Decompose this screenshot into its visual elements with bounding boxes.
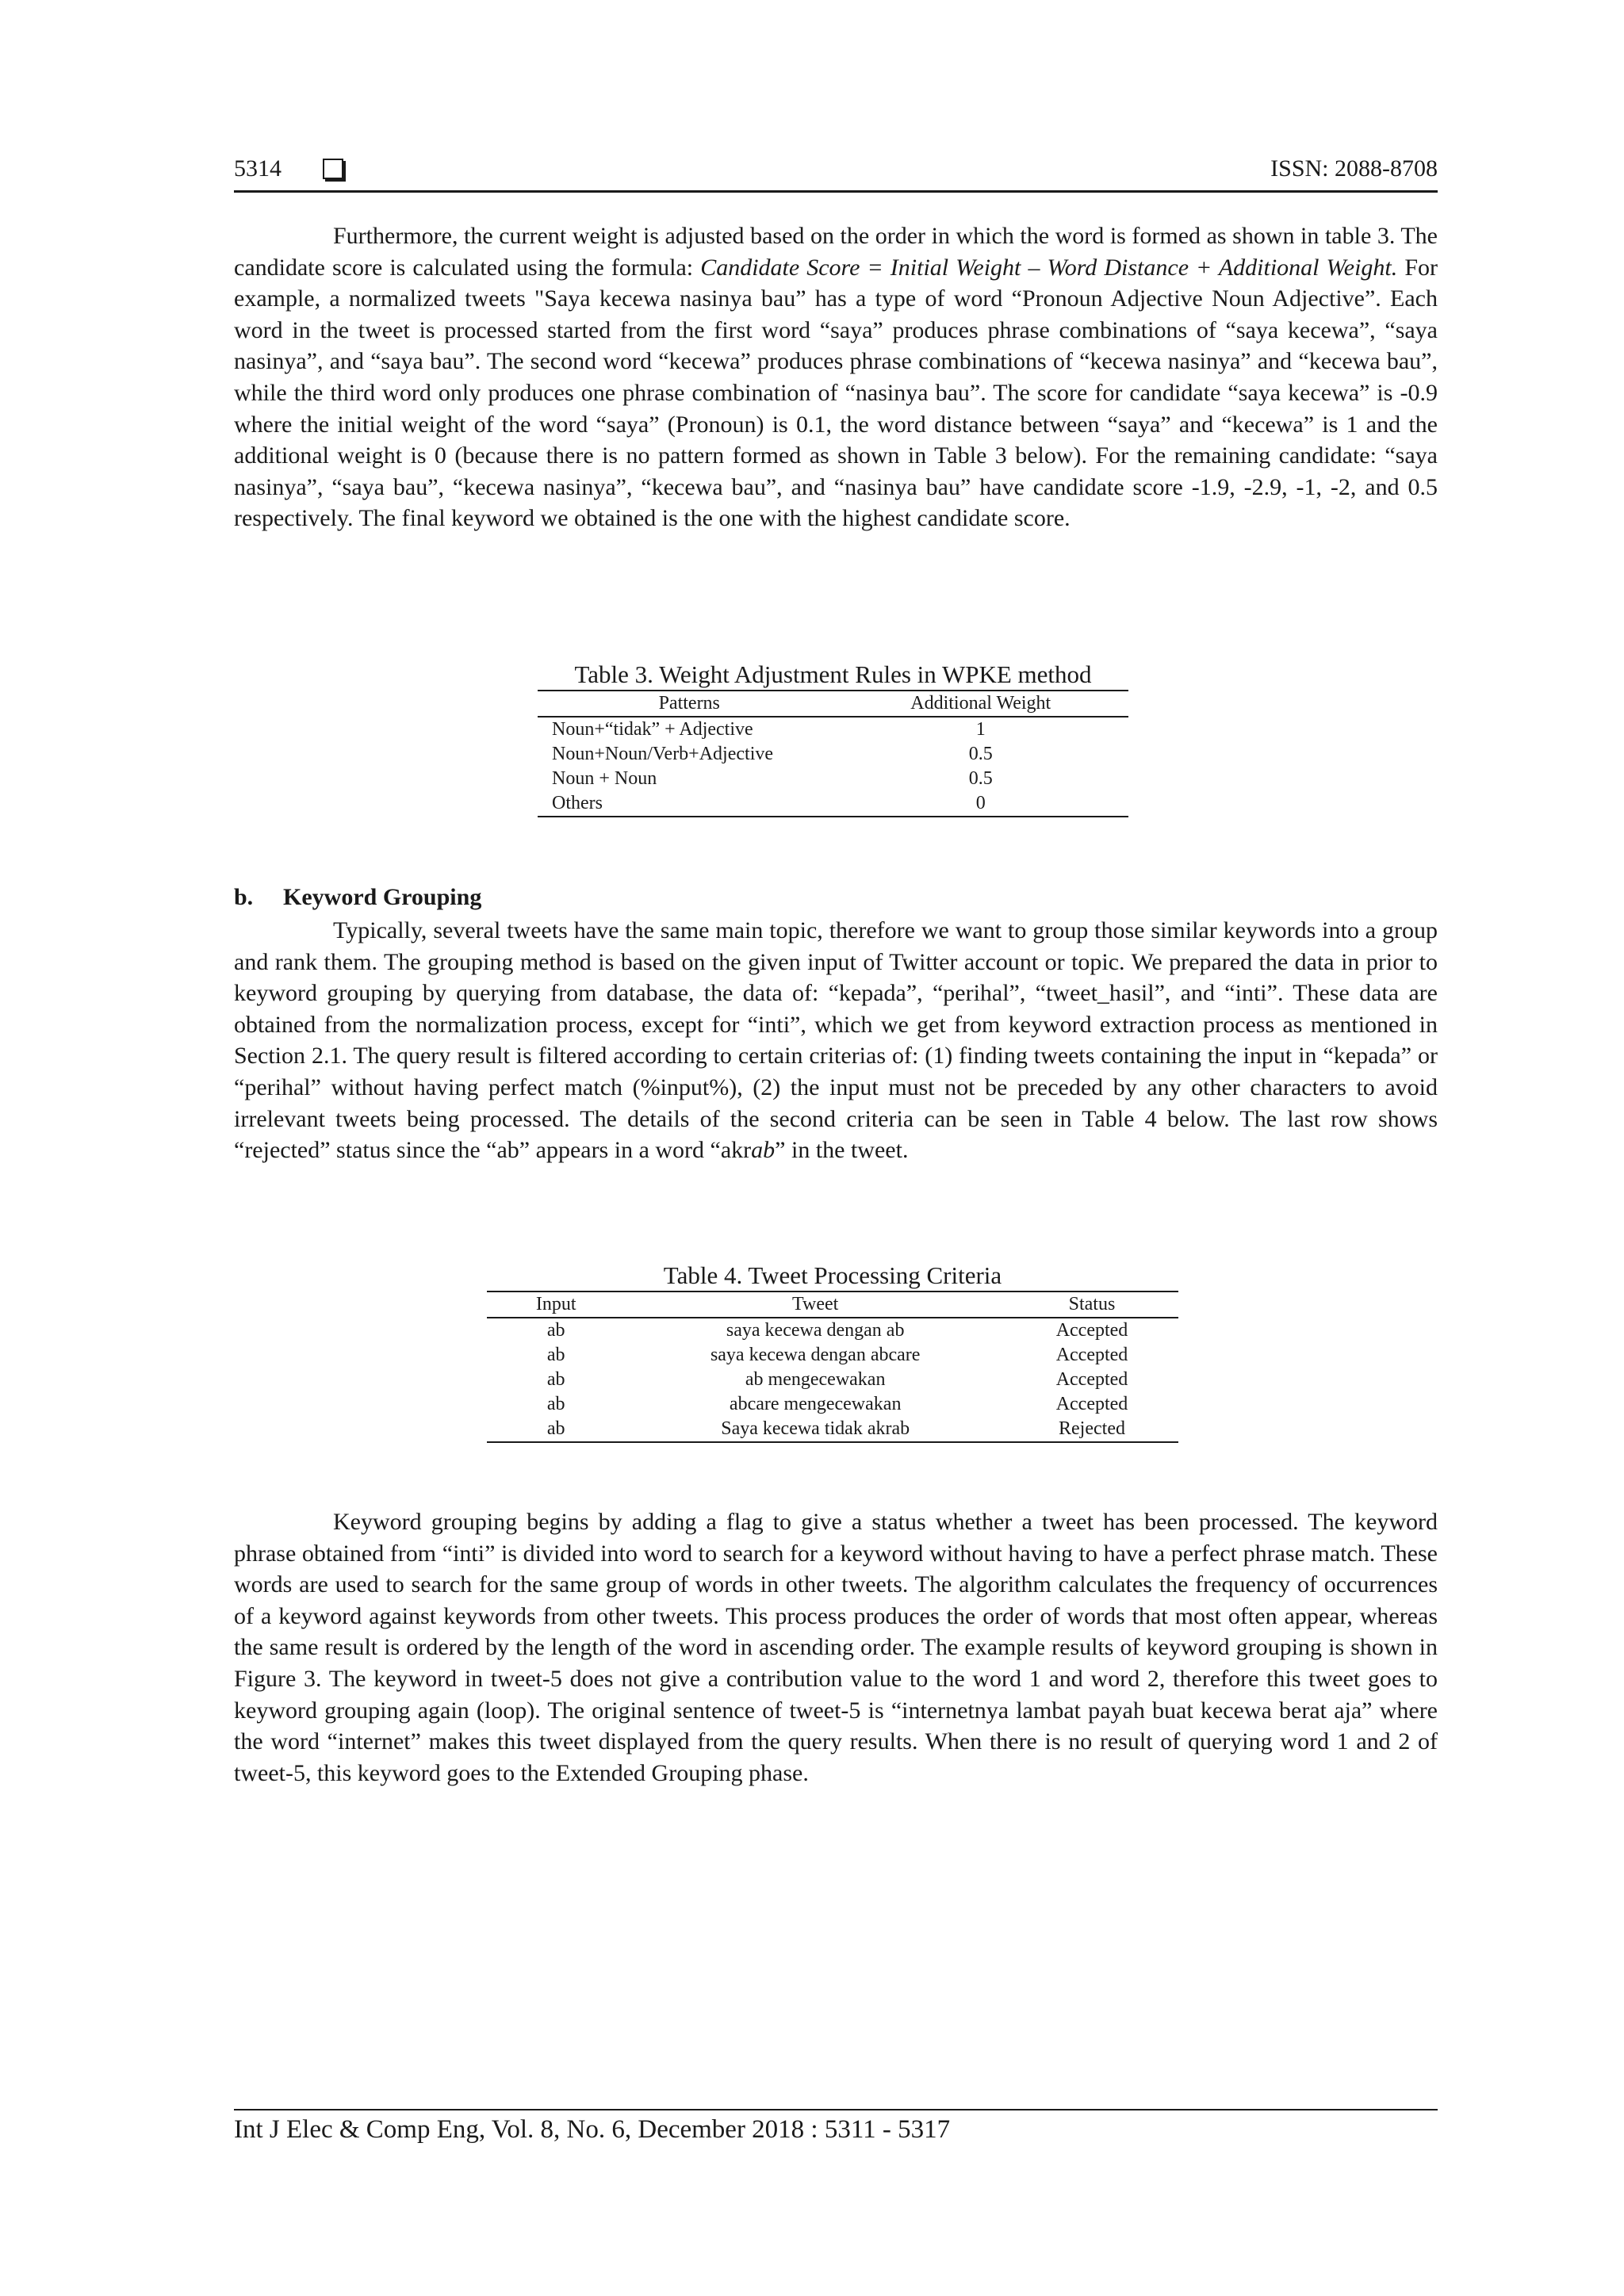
table-row <box>538 767 1128 791</box>
table-cell: ab mengecewakan <box>745 1369 886 1390</box>
section-heading <box>234 884 481 911</box>
column-header: Additional Weight <box>833 691 1129 717</box>
section-title-text: Keyword Grouping <box>283 884 482 910</box>
table-header-row <box>487 1292 1178 1318</box>
table-cell: 1 <box>975 719 986 740</box>
table-tweet-processing <box>487 1261 1178 1443</box>
table-cell: ab <box>487 1417 625 1442</box>
table-cell: Noun+“tidak” + Adjective <box>552 719 753 740</box>
paragraph-grouping-process: Keyword grouping begins by adding a flag to give a status whether a tweet has been processed. The keyword phrase obtained from “inti” is divided into word to search for a keyword without having to have a perfect phrase match. These words are used to search for the same group of words in other tweets. The algorithm calculates the frequency of occurrences of a keyword against keywords from other tweets. This process produces the order of words that most often appear, whereas the same result is ordered by the length of the word in ascending order. The example results of keyword grouping is shown in Figure 3. The keyword in tweet-5 does not give a contribution value to the word 1 and word 2, therefore this tweet goes to keyword grouping again (loop). The original sentence of tweet-5 is “internetnya lambat payah buat kecewa berat aja” where the word “internet” makes this tweet displayed from the query results. When there is no result of querying word 1 and 2 of tweet-5, this keyword goes to the Extended Grouping phase. <box>234 1509 1438 1786</box>
table-cell: ab <box>546 1369 565 1390</box>
table-cell: ab <box>546 1320 565 1341</box>
table-caption: Table 3. Weight Adjustment Rules in WPKE method <box>574 660 1092 688</box>
table-row <box>487 1343 1178 1368</box>
column-header: Input <box>487 1292 625 1318</box>
table-weight-adjustment <box>538 660 1128 817</box>
section-letter: b. <box>234 884 254 910</box>
table-cell: saya kecewa dengan abcare <box>710 1345 921 1365</box>
column-header: Patterns <box>538 691 833 717</box>
issn-label: ISSN: 2088-8708 <box>1270 155 1438 182</box>
table-row <box>487 1318 1178 1343</box>
paragraph-keyword-grouping <box>234 915 1438 1166</box>
table-row <box>538 717 1128 742</box>
table-cell: Saya kecewa tidak akrab <box>625 1417 1005 1442</box>
table-caption: Table 4. Tweet Processing Criteria <box>663 1261 1002 1289</box>
column-header: Status <box>1005 1292 1178 1318</box>
table-row <box>487 1368 1178 1392</box>
column-header: Tweet <box>625 1292 1005 1318</box>
italic-text: ab <box>751 1137 776 1164</box>
table-header-row <box>538 691 1128 717</box>
paragraph-text: ” in the tweet. <box>775 1137 909 1164</box>
table-cell: Accepted <box>1055 1369 1128 1390</box>
table-cell: 0.5 <box>968 768 993 789</box>
table-cell: Accepted <box>1055 1320 1128 1341</box>
page-header <box>234 155 1438 193</box>
table-cell: ab <box>546 1345 565 1365</box>
page-footer: Int J Elec & Comp Eng, Vol. 8, No. 6, December 2018 : 5311 - 5317 <box>234 2109 1438 2145</box>
paragraph-text: Furthermore, the current weight is adjusted based on the order in which the word is formed as shown in table 3. The candidate score is calculated using the formula: <box>234 223 1438 281</box>
table-cell: Noun+Noun/Verb+Adjective <box>552 744 774 764</box>
table-cell: saya kecewa dengan ab <box>726 1320 905 1341</box>
table-row <box>538 742 1128 767</box>
paragraph-text: Typically, several tweets have the same main topic, therefore we want to group those similar keywords into a group and rank them. The grouping method is based on the given input of Twitter account or topic. We prepared the data in prior to keyword grouping by querying from database, the data of: “kepada”, “perihal”, “tweet_hasil”, and “inti”. These data are obtained from the normalization process, except for “inti”, which we get from keyword extraction process as mentioned in Section 2.1. The query result is filtered according to certain criterias of: (1) finding tweets containing the input in “kepada” or “perihal” without having perfect match (%input%), (2) the input must not be preceded by any other characters to avoid irrelevant tweets being processed. The details of the second criteria can be seen in Table 4 below. The last row shows “rejected” status since the “ab” appears in a word “akr <box>234 917 1438 1164</box>
table-row <box>487 1417 1178 1442</box>
table-cell: Rejected <box>1005 1417 1178 1442</box>
table-row <box>487 1392 1178 1417</box>
table-cell: 0.5 <box>968 744 993 764</box>
table-cell: Accepted <box>1055 1345 1128 1365</box>
page-number: 5314 <box>234 155 282 182</box>
table-cell: Accepted <box>1055 1394 1128 1414</box>
table-cell: Others <box>538 791 833 817</box>
table-row <box>538 791 1128 817</box>
table-cell: abcare mengecewakan <box>729 1394 902 1414</box>
paragraph-candidate-score <box>234 220 1438 534</box>
table-cell: 0 <box>833 791 1129 817</box>
paragraph-text: For example, a normalized tweets "Saya kecewa nasinya bau” has a type of word “Pronoun Adjective Noun Adjective”. Each word in the tweet is processed started from the first word “saya” produces phrase combinations of “saya kecewa”, “saya nasinya”, and “saya bau”. The second word “kecewa” produces phrase combinations of “kecewa nasinya” and “kecewa bau”, while the third word only produces one phrase combination of “nasinya bau”. The score for candidate “saya kecewa” is -0.9 where the initial weight of the word “saya” (Pronoun) is 0.1, the word distance between “saya” and “kecewa” is 1 and the additional weight is 0 (because there is no pattern formed as shown in Table 3 below). For the remaining candidate: “saya nasinya”, “saya bau”, “kecewa nasinya”, “kecewa bau”, and “nasinya bau” have candidate score -1.9, -2.9, -1, -2, and 0.5 respectively. The final keyword we obtained is the one with the highest candidate score. <box>234 254 1438 532</box>
square-bullet-icon <box>323 159 343 179</box>
table-cell: ab <box>546 1394 565 1414</box>
formula-text: Candidate Score = Initial Weight – Word Distance + Additional Weight. <box>700 254 1398 281</box>
table-cell: Noun + Noun <box>552 768 657 789</box>
